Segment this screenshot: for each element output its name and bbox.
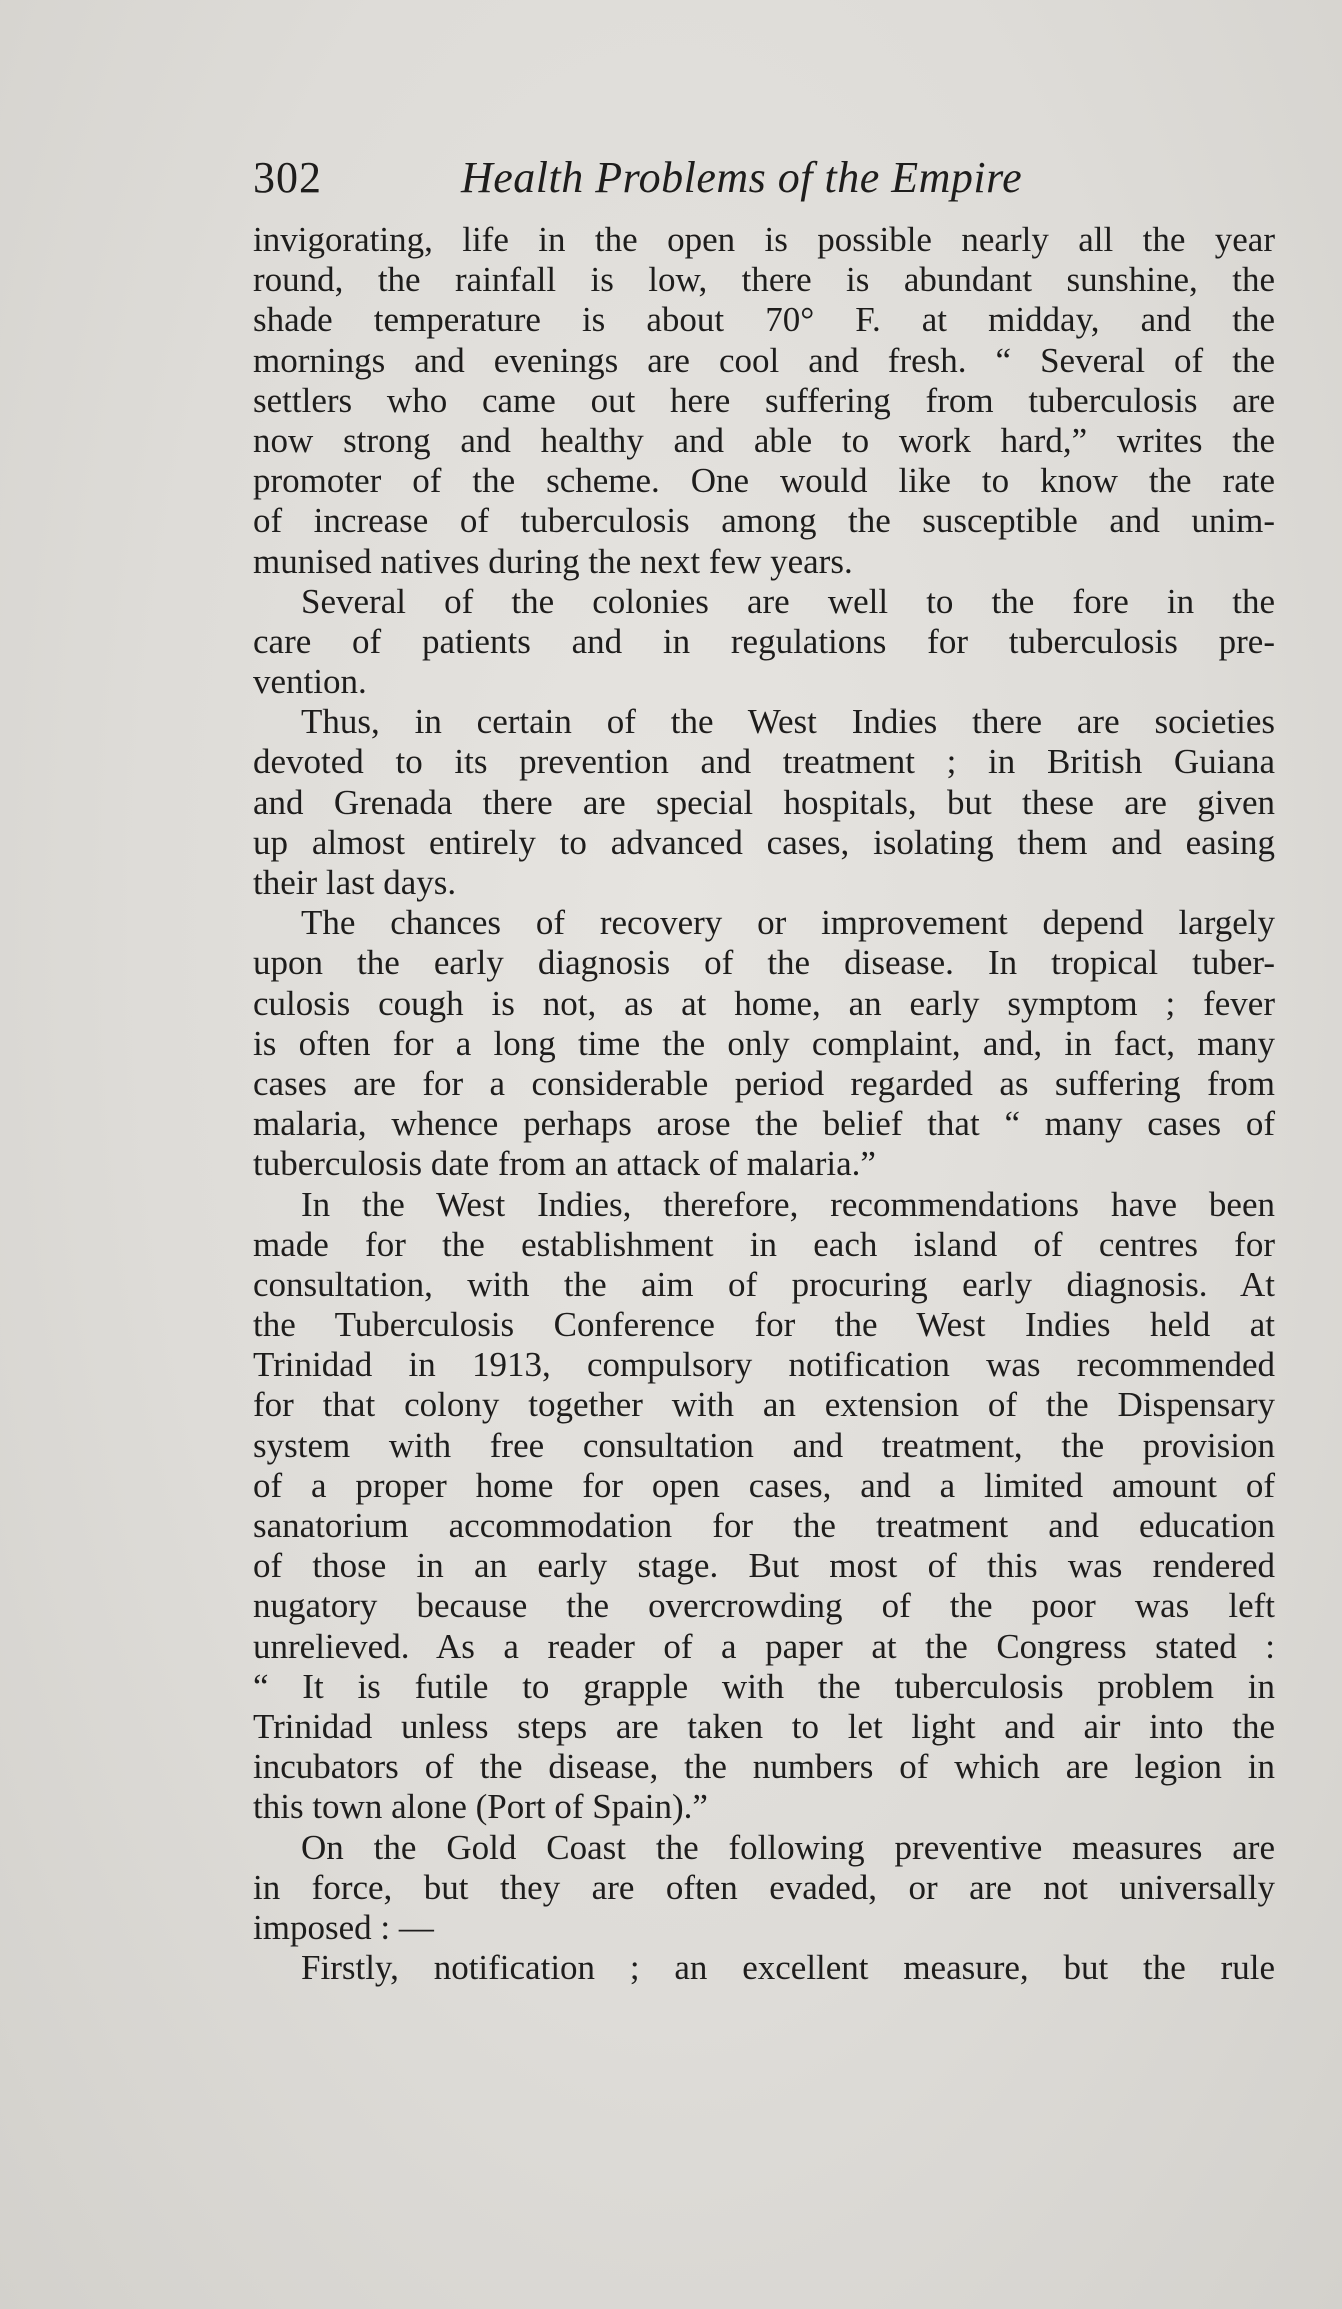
- text-line: promoter of the scheme. One would like to know the rate: [253, 461, 1275, 501]
- text-line: and Grenada there are special hospitals, but these are given: [253, 782, 1275, 822]
- text-line: Trinidad unless steps are taken to let light and air into the: [253, 1706, 1275, 1746]
- text-line: made for the establishment in each island of centres for: [253, 1224, 1275, 1264]
- text-line: settlers who came out here suffering from tuberculosis are: [253, 380, 1275, 420]
- text-line: shade temperature is about 70° F. at midday, and the: [253, 300, 1275, 340]
- text-line: cases are for a considerable period regarded as suffering from: [253, 1063, 1275, 1103]
- text-line: round, the rainfall is low, there is abundant sunshine, the: [253, 260, 1275, 300]
- text-line: devoted to its prevention and treatment ; in British Guiana: [253, 742, 1275, 782]
- text-line: system with free consultation and treatment, the provision: [253, 1425, 1275, 1465]
- text-line: the Tuberculosis Conference for the West Indies held at: [253, 1305, 1275, 1345]
- text-line: of a proper home for open cases, and a limited amount of: [253, 1465, 1275, 1505]
- text-line: Several of the colonies are well to the fore in the: [301, 581, 1275, 621]
- text-line: culosis cough is not, as at home, an early symptom ; fever: [253, 983, 1275, 1023]
- text-line: On the Gold Coast the following preventive measures are: [301, 1827, 1275, 1867]
- paragraph: [253, 1948, 1275, 1988]
- text-line: incubators of the disease, the numbers of which are legion in: [253, 1747, 1275, 1787]
- text-line: sanatorium accommodation for the treatment and education: [253, 1506, 1275, 1545]
- paragraph: [253, 582, 1275, 703]
- text-line: their last days.: [253, 863, 457, 902]
- paragraph: [253, 903, 1275, 1184]
- text-line: Firstly, notification ; an excellent measure, but the rule: [301, 1948, 1275, 1988]
- text-line: upon the early diagnosis of the disease. In tropical tuber-: [253, 943, 1275, 983]
- text-line: this town alone (Port of Spain).”: [253, 1787, 708, 1827]
- text-line: of those in an early stage. But most of this was rendered: [253, 1546, 1275, 1586]
- text-line: up almost entirely to advanced cases, isolating them and easing: [253, 822, 1275, 862]
- text-line: vention.: [253, 662, 367, 702]
- text-line: tuberculosis date from an attack of malaria.”: [253, 1144, 876, 1184]
- text-line: munised natives during the next few years.: [253, 541, 853, 581]
- text-line: in force, but they are often evaded, or are not universally: [253, 1867, 1275, 1907]
- page-header: [253, 148, 1275, 208]
- text-line: imposed : —: [253, 1907, 434, 1947]
- text-line: “ It is futile to grapple with the tuberculosis problem in: [253, 1666, 1275, 1706]
- paragraph: [253, 220, 1275, 582]
- paragraph: [253, 702, 1275, 903]
- text-line: In the West Indies, therefore, recommendations have been: [301, 1184, 1275, 1224]
- text-line: now strong and healthy and able to work hard,” writes the: [253, 420, 1275, 460]
- text-line: mornings and evenings are cool and fresh. “ Several of the: [253, 340, 1275, 380]
- paragraph: [253, 1828, 1275, 1949]
- text-line: nugatory because the overcrowding of the poor was left: [253, 1586, 1275, 1626]
- text-line: Thus, in certain of the West Indies there are societies: [301, 702, 1275, 742]
- text-line: Trinidad in 1913, compulsory notification was recommended: [253, 1345, 1275, 1385]
- body-text: [253, 220, 1275, 1988]
- paragraph: [253, 1185, 1275, 1828]
- text-line: unrelieved. As a reader of a paper at the Congress stated :: [253, 1626, 1275, 1666]
- text-line: The chances of recovery or improvement depend largely: [301, 903, 1275, 943]
- text-line: of increase of tuberculosis among the susceptible and unim-: [253, 501, 1275, 541]
- page-number: 302: [253, 153, 322, 202]
- running-title: Health Problems of the Empire: [461, 153, 1023, 202]
- text-line: care of patients and in regulations for tuberculosis pre-: [253, 621, 1275, 661]
- text-line: for that colony together with an extension of the Dispensary: [253, 1385, 1275, 1425]
- text-line: malaria, whence perhaps arose the belief that “ many cases of: [253, 1104, 1275, 1144]
- text-line: is often for a long time the only complaint, and, in fact, many: [253, 1023, 1275, 1063]
- text-line: invigorating, life in the open is possible nearly all the year: [253, 220, 1275, 259]
- text-line: consultation, with the aim of procuring early diagnosis. At: [253, 1264, 1275, 1304]
